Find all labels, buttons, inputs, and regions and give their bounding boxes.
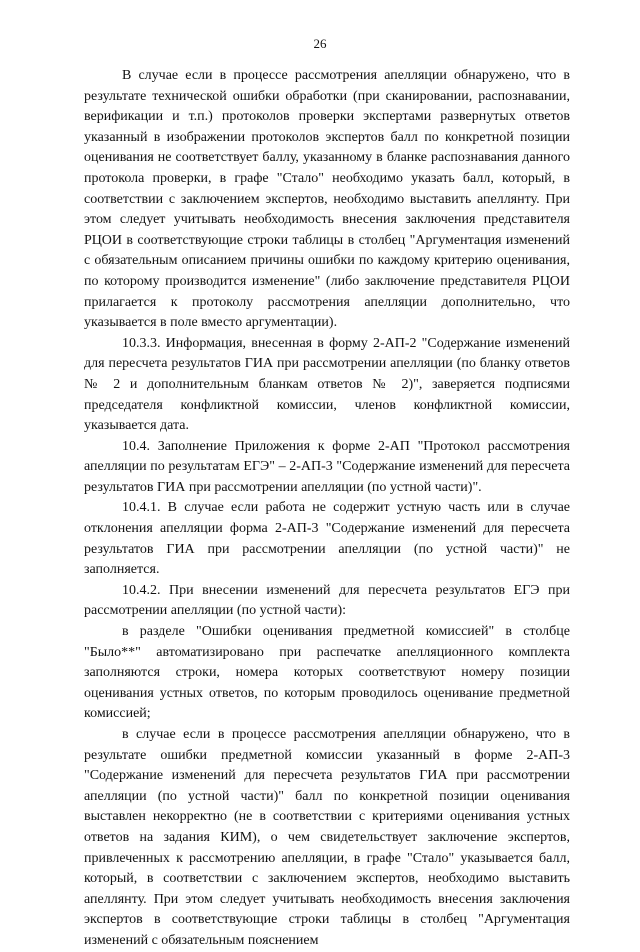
paragraph-subject-commission-error: в случае если в процессе рассмотрения апелляции обнаружено, что в результате ошибки предметной комиссии указанный в форме 2-АП-3 "Содержание изменений для пересчета результатов ГИА при рассмотрении апелляции (по устной части)" балл по конкретной позиции оценивания выставлен некорректно (не в соответствии с критериями оценивания устных ответов на задания КИМ), о чем свидетельствует заключение экспертов, привлеченных к рассмотрению апелляции, в графе "Стало" указывается балл, который, в соответствии с заключением экспертов, необходимо выставить апеллянту. При этом следует учитывать необходимость внесения заключения экспертов в соответствующие строки таблицы в столбец "Аргументация изменений с обязательным пояснением	[84, 727, 570, 948]
paragraph-errors-section: в разделе "Ошибки оценивания предметной комиссией" в столбце "Было**" автоматизировано при распечатке апелляционного комплекта заполняются строки, номера которых соответствуют номеру позиции оценивания устных ответов, по которым проводилось оценивание предметной комиссией;	[84, 624, 570, 722]
paragraph-10-4: 10.4. Заполнение Приложения к форме 2-АП "Протокол рассмотрения апелляции по результатам ЕГЭ" – 2-АП-3 "Содержание изменений для пересчета результатов ГИА при рассмотрении апелляции (по устной части)".	[84, 438, 570, 495]
paragraph-10-4-2: 10.4.2. При внесении изменений для пересчета результатов ЕГЭ при рассмотрении апелляции (по устной части):	[84, 582, 570, 619]
page-number: 26	[313, 36, 327, 51]
paragraph-technical-error: В случае если в процессе рассмотрения апелляции обнаружено, что в результате технической ошибки обработки (при сканировании, распознавании, верификации и т.п.) протоколов проверки экспертами развернутых ответов указанный в изображении протоколов экспертов балл по конкретной позиции оценивания не соответствует баллу, указанному в бланке распознавания данного протокола проверки, в графе "Стало" необходимо указать балл, который, в соответствии с заключением экспертов, необходимо выставить апеллянту. При этом следует учитывать необходимость внесения заключения представителя РЦОИ в соответствующие строки таблицы в столбец "Аргументация изменений с обязательным описанием причины ошибки по каждому критерию оценивания, по которому производится изменение" (либо заключение представителя РЦОИ прилагается к протоколу рассмотрения апелляции дополнительно, что указывается в поле вместо аргументации).	[84, 68, 570, 331]
paragraph-10-4-1: 10.4.1. В случае если работа не содержит устную часть или в случае отклонения апелляции форма 2-АП-3 "Содержание изменений для пересчета результатов ГИА при рассмотрении апелляции (по устной части)" не заполняется.	[84, 500, 570, 578]
body-text	[84, 66, 570, 952]
paragraph-10-3-3: 10.3.3. Информация, внесенная в форму 2-АП-2 "Содержание изменений для пересчета результатов ГИА при рассмотрении апелляции (по бланку ответов № 2 и дополнительным бланкам ответов № 2)", заверяется подписями председателя конфликтной комиссии, членов конфликтной комиссии, указывается дата.	[84, 335, 570, 434]
